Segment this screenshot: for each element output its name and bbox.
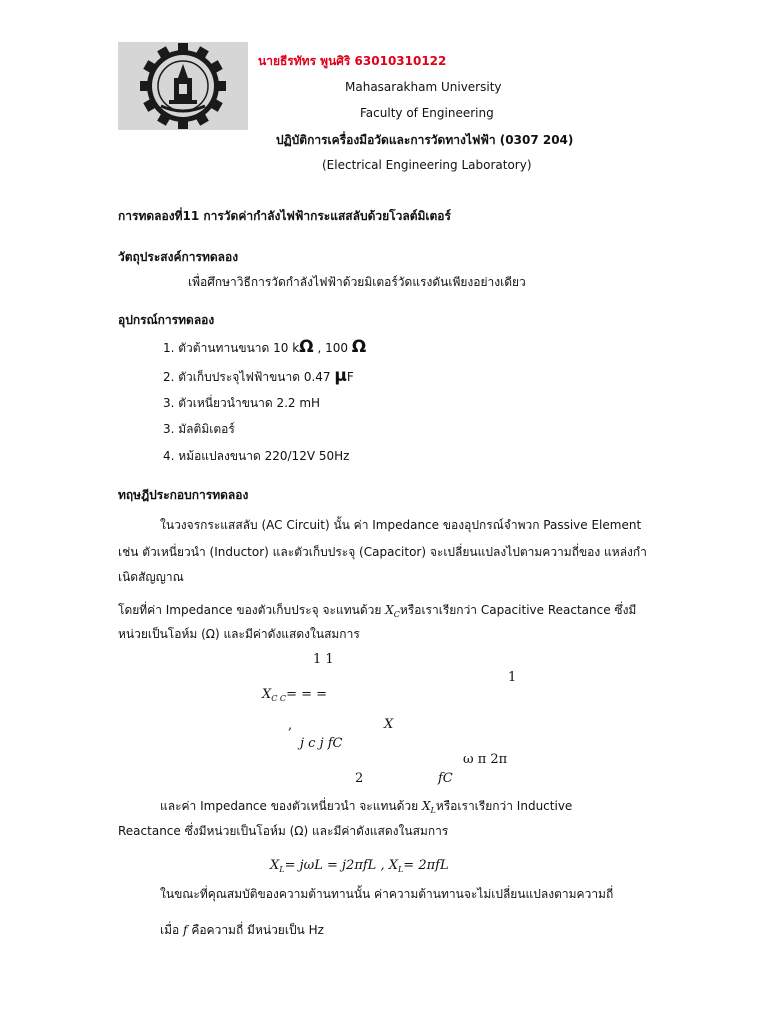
- experiment-title: การทดลองที่11 การวัดค่ากำลังไฟฟ้ากระแสสลับด้วยโวลต์มิเตอร์: [118, 209, 451, 223]
- equation-fragment: [262, 687, 327, 703]
- theory-paragraph-line: Reactance ซึ่งมีหน่วยเป็นโอห์ม (Ω) และมีค่าดังแสดงในสมการ: [118, 824, 449, 838]
- objective-text: เพื่อศึกษาวิธีการวัดกำลังไฟฟ้าด้วยมิเตอร์วัดแรงดันเพียงอย่างเดียว: [188, 275, 526, 289]
- equipment-item-text: 2. ตัวเก็บประจุไฟฟ้าขนาด 0.47: [163, 370, 335, 384]
- objective-heading: วัตถุประสงค์การทดลอง: [118, 250, 239, 264]
- equation-fragment: j c j fC: [300, 736, 343, 751]
- text-run: หรือเราเรียกว่า Inductive: [435, 799, 573, 813]
- ohm-symbol: Ω: [299, 337, 314, 357]
- theory-paragraph-line: เช่น ตัวเหนี่ยวนำ (Inductor) และตัวเก็บประจุ (Capacitor) จะเปลี่ยนแปลงไปตามความถี่ของ แหล่งกำ: [118, 545, 647, 559]
- equipment-item: 3. มัลติมิเตอร์: [163, 422, 235, 436]
- theory-paragraph-line: [118, 601, 636, 620]
- theory-heading: ทฤษฎีประกอบการทดลอง: [118, 488, 249, 502]
- variable-x: X: [421, 799, 431, 813]
- equation-fragment: 1 1: [313, 652, 334, 667]
- variable-subscript: C: [393, 610, 400, 619]
- author-name: นายธีรทัทร พูนศิริ 63010310122: [258, 54, 447, 68]
- variable-subscript: L: [397, 865, 404, 874]
- equipment-item-text: F: [346, 370, 354, 384]
- equipment-item-text: 1. ตัวต้านทานขนาด 10 k: [163, 341, 300, 355]
- variable-subscript: L: [279, 865, 285, 874]
- theory-paragraph-line: หน่วยเป็นโอห์ม (Ω) และมีค่าดังแสดงในสมการ: [118, 627, 360, 641]
- text-run: คือความถี่ มีหน่วยเป็น Hz: [187, 923, 324, 937]
- equation-fragment: fC: [438, 771, 453, 786]
- equals-signs: = = =: [286, 687, 328, 702]
- faculty-name: Faculty of Engineering: [360, 106, 494, 120]
- equation-fragment: 1: [508, 670, 517, 685]
- university-logo: [118, 42, 248, 130]
- gear-seal-icon: [118, 42, 248, 130]
- ohm-symbol: Ω: [351, 337, 367, 357]
- text-run: โดยที่ค่า Impedance ของตัวเก็บประจุ จะแทนด้วย: [118, 603, 386, 617]
- variable-x: X: [270, 858, 280, 873]
- theory-paragraph-line: [160, 921, 324, 940]
- variable-f: f: [183, 923, 188, 937]
- equation-fragment: ω π 2π: [463, 752, 508, 767]
- text-run: หรือเราเรียกว่า Capacitive Reactance ซึ่งมี: [399, 603, 637, 617]
- course-title-en: (Electrical Engineering Laboratory): [322, 158, 532, 172]
- equation-text: = jωL = j2πfL ,: [284, 858, 389, 873]
- course-title-th: ปฏิบัติการเครื่องมือวัดและการวัดทางไฟฟ้า (0307 204): [276, 133, 574, 147]
- micro-symbol: μ: [334, 366, 347, 386]
- variable-subscript: L: [430, 806, 436, 815]
- variable-x: X: [262, 687, 272, 702]
- equipment-item-text: , 100: [313, 341, 352, 355]
- theory-paragraph-line: เนิดสัญญาณ: [118, 570, 184, 584]
- equation-fragment: 2: [355, 771, 364, 786]
- variable-x: X: [388, 858, 398, 873]
- equipment-item: 4. หม้อแปลงขนาด 220/12V 50Hz: [163, 449, 350, 463]
- variable-subscript: C C: [271, 694, 287, 703]
- equipment-heading: อุปกรณ์การทดลอง: [118, 313, 215, 327]
- equipment-item: [163, 337, 366, 358]
- equipment-item: [163, 366, 354, 387]
- inductive-reactance-equation: [270, 858, 449, 874]
- equation-text: = 2πfL: [403, 858, 449, 873]
- equation-fragment: X: [384, 717, 394, 732]
- equation-fragment: ,: [288, 718, 293, 733]
- equipment-item: 3. ตัวเหนี่ยวนำขนาด 2.2 mH: [163, 396, 321, 410]
- text-run: และค่า Impedance ของตัวเหนี่ยวนำ จะแทนด้วย: [160, 799, 422, 813]
- theory-paragraph-line: ในขณะที่คุณสมบัติของความต้านทานนั้น ค่าความต้านทานจะไม่เปลี่ยนแปลงตามความถี่: [160, 887, 614, 901]
- university-name: Mahasarakham University: [345, 80, 502, 94]
- text-run: เมื่อ: [160, 923, 184, 937]
- theory-paragraph-line: [160, 797, 572, 816]
- variable-x: X: [385, 603, 394, 617]
- theory-paragraph-line: ในวงจรกระแสสลับ (AC Circuit) นั้น ค่า Impedance ของอุปกรณ์จำพวก Passive Element: [160, 518, 642, 532]
